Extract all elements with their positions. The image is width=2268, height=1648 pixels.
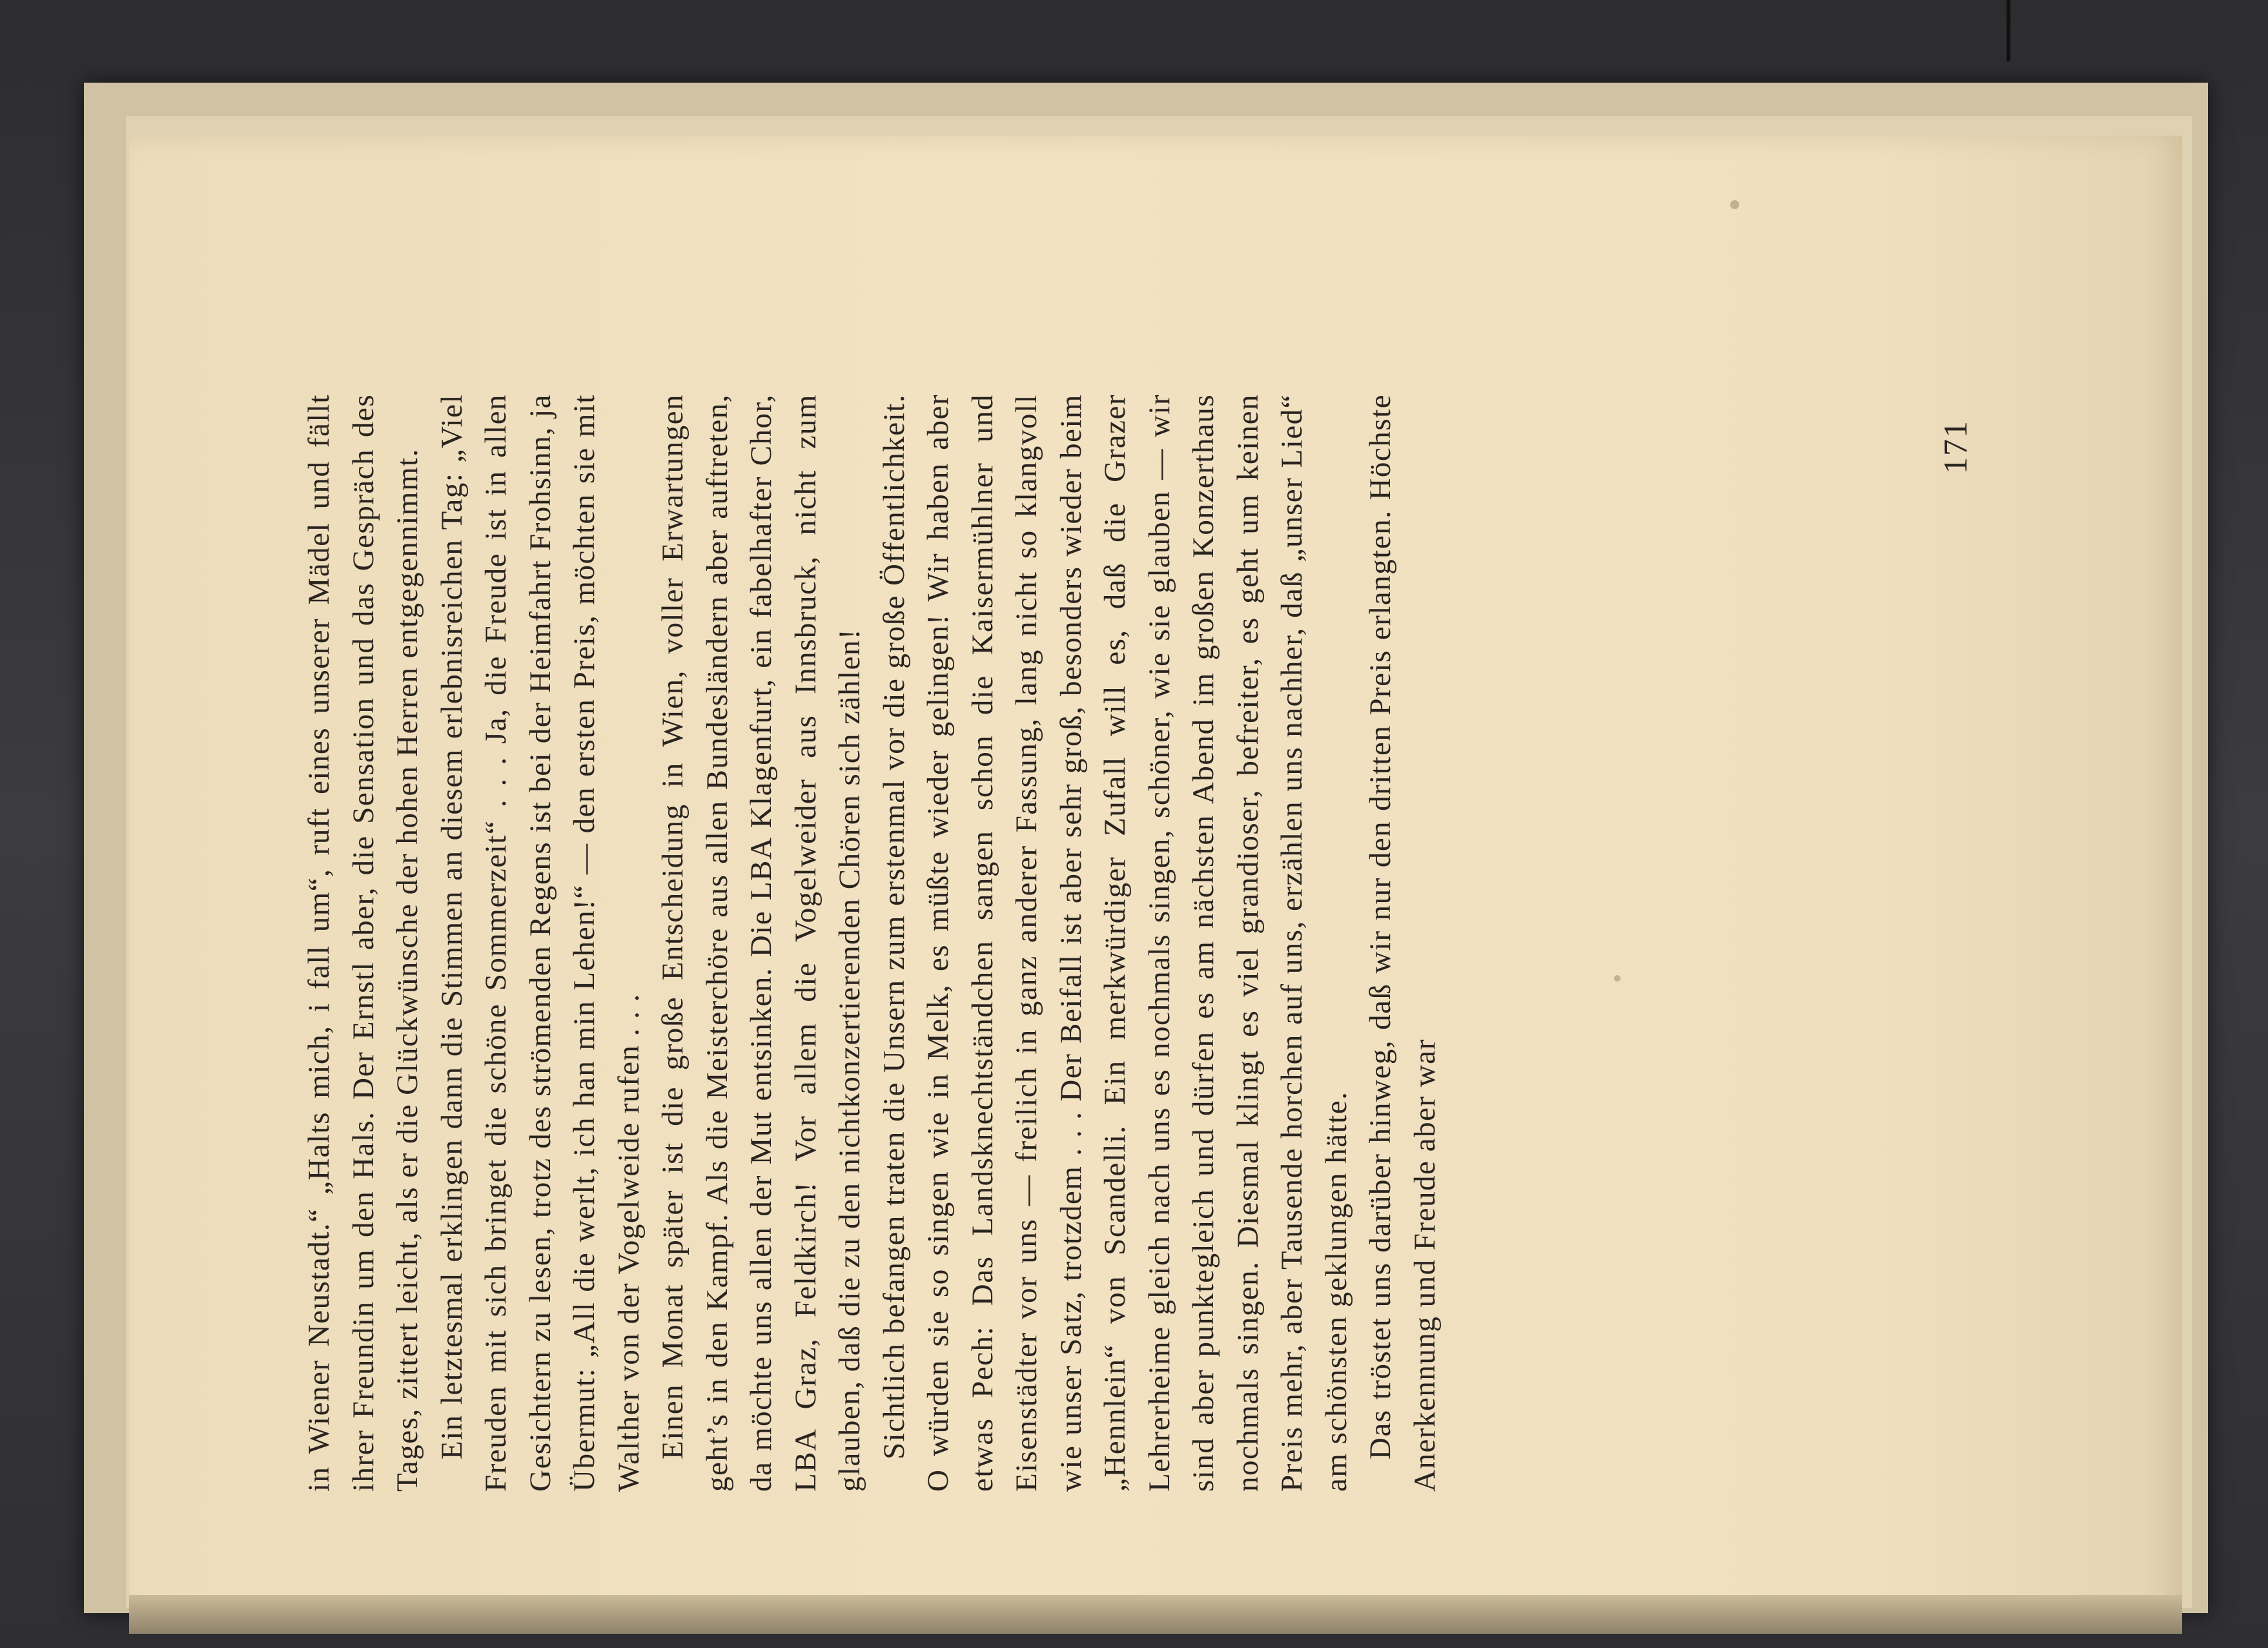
body-text (297, 394, 1447, 1492)
page-number: 171 (1937, 420, 1974, 474)
paragraph: Ein letztesmal erklingen dann die Stimmen an diesem erlebnisreichen Tag: „Viel Freuden mit sich bringet die schöne Sommerzeit“ . . . Ja, die Freude ist in allen Gesichtern zu lesen, trotz des strömenden Regens ist bei der Heimfahrt Frohsinn, ja Übermut: „All die werlt, ich han min Lehen!“ — den ersten Preis, möchten sie mit Walther von der Vogelweide rufen . . . (434, 394, 646, 1492)
paragraph: Einen Monat später ist die große Entscheidung in Wien, voller Erwartungen geht’s in den Kampf. Als die Meisterchöre aus allen Bundesländern aber auftreten, da möchte uns allen der Mut entsinken. Die LBA Klagenfurt, ein fabelhafter Chor, LBA Graz, Feldkirch! Vor allem die Vogelweider aus Innsbruck, nicht zum glauben, daß die zu den nichtkonzertierenden Chören sich zählen! (656, 394, 866, 1492)
scan-edge-mark (2007, 0, 2010, 61)
paragraph: Das tröstet uns darüber hinweg, daß wir nur den dritten Preis erlangten. Höchste Anerkennung und Freude aber war (1364, 394, 1442, 1492)
book-binding (129, 1595, 2182, 1634)
paper-spot (1730, 200, 1739, 209)
paragraph: Sichtlich befangen traten die Unsern zum erstenmal vor die große Öffentlichkeit. O würden sie so singen wie in Melk, es müßte wieder gelingen! Wir haben aber etwas Pech: Das Landsknechtständchen sangen schon die Kaisermühlner und Eisenstädter vor uns — freilich in ganz anderer Fassung, lang nicht so klangvoll wie unser Satz, trotzdem . . . Der Beifall ist aber sehr groß, besonders wieder beim „Hennlein“ von Scandelli. Ein merkwürdiger Zufall will es, daß die Grazer Lehrerheime gleich nach uns es nochmals singen, schöner, wie sie glauben — wir sind aber punktegleich und dürfen es am nächsten Abend im großen Konzerthaus nochmals singen. Diesmal klingt es viel grandioser, befreiter, es geht um keinen Preis mehr, aber Tausende horchen auf uns, erzählen uns nachher, daß „unser Lied“ am schönsten geklungen hätte. (877, 394, 1353, 1492)
rotated-page-content (297, 394, 1974, 1492)
paragraph: in Wiener Neustadt.“ „Halts mich, i fall um“, ruft eines unserer Mädel und fällt ihrer Freundin um den Hals. Der Ernstl aber, die Sensation und das Gespräch des Tages, zittert leicht, als er die Glückwünsche der hohen Herren entgegennimmt. (302, 394, 424, 1492)
